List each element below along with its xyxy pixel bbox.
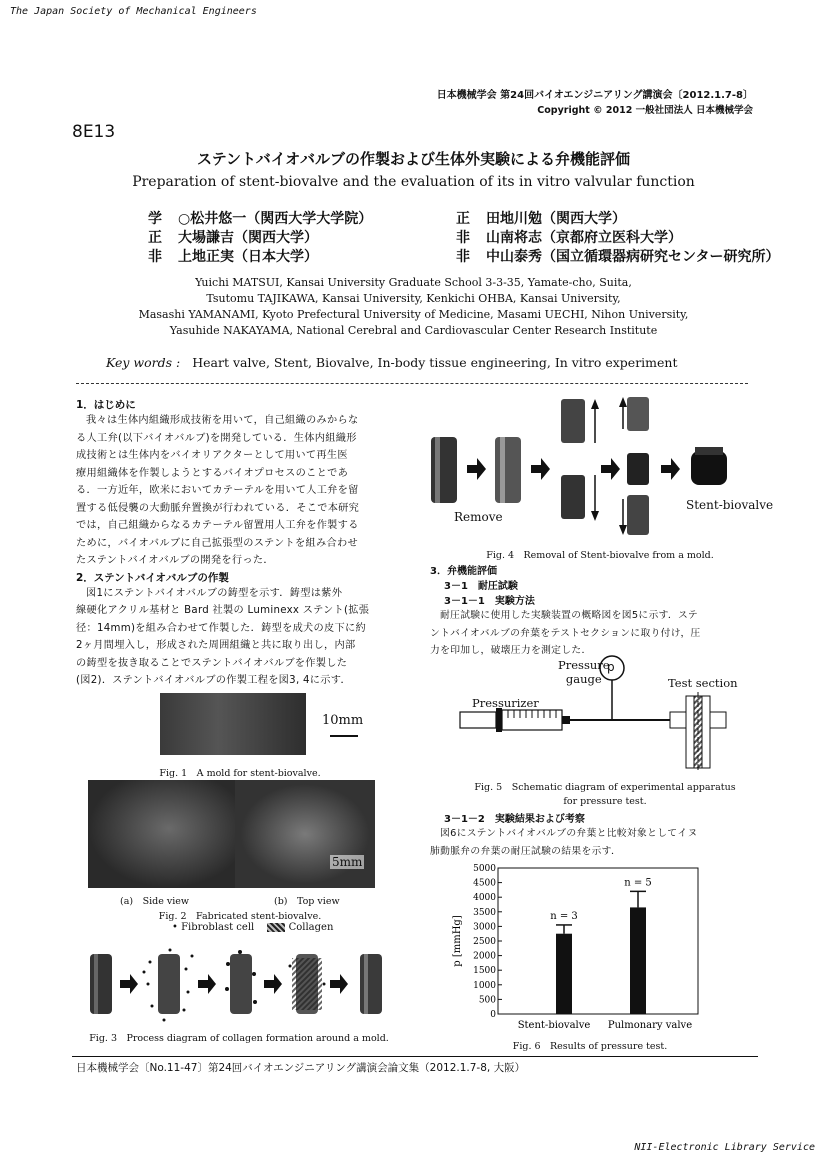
mold-with-tissue [431,437,457,503]
subsection-heading: 3－1－1 実験方法 [444,596,535,607]
author-role: 学 [148,211,162,227]
arrow-icon [264,974,282,994]
keywords-label: Key words : [106,355,181,370]
text-line: では，自己組織からなるカテーテル留置用人工弁を作製する [76,520,359,531]
affiliation-line: Tsutomu TAJIKAWA, Kansai University, Kenkichi OHBA, Kansai University, [206,292,621,305]
keywords-text: Heart valve, Stent, Biovalve, In-body tissue engineering, In vitro experiment [192,355,678,370]
text-line: 耐圧試験に使用した実験装置の概略図を図5に示す．ステ [440,610,698,621]
affiliation-line: Yasuhide NAKAYAMA, National Cerebral and Cardiovascular Center Research Institute [169,324,658,337]
author-row [148,208,779,227]
fig5-pressurizer-label: Pressurizer [472,696,539,710]
fig4-remove-label: Remove [454,510,503,524]
y-tick-label: 3000 [473,922,496,933]
keywords [106,355,678,370]
arrow-icon [601,458,620,480]
collagen-swatch-icon [267,923,285,932]
proceedings-footer: 日本機械学会〔No.11-47〕第24回バイオエンジニアリング講演会論文集（2012.1.7-8, 大阪） [76,1062,526,1074]
conference-header: 日本機械学会 第24回バイオエンジニアリング講演会〔2012.1.7-8〕 [436,90,753,101]
y-tick-label: 4000 [473,893,496,904]
section-312-text [430,825,760,860]
text-line: たステントバイオバルブの開発を行った． [76,555,274,566]
fig3-legend [172,922,333,933]
y-tick-label: 1500 [473,966,496,977]
sample-size-label: n = 5 [624,877,652,889]
text-line: 径：14mm)を組み合わせて作製した．鋳型を成犬の皮下に約 [76,622,366,634]
author-role: 非 [148,249,162,265]
fig4-stent-label: Stent-biovalve [686,498,774,512]
mold-collagen-forming [289,954,326,1014]
arrow-icon [467,458,486,480]
copyright-line: Copyright © 2012 一般社団法人 日本機械学会 [537,105,753,116]
author-name: 大場謙吉（関西大学） [178,230,318,246]
text-line: (図2)．ステントバイオバルブの作製工程を図3, 4に示す． [76,675,351,686]
caption-line: Fig. 5 Schematic diagram of experimental apparatus [474,782,736,793]
authors-japanese [148,208,779,265]
author-role: 正 [456,211,470,227]
author-name: 中山泰秀（国立循環器病研究センター研究所） [486,249,780,265]
valve-bottom-piece [627,495,649,535]
text-line: 図1にステントバイオバルブの鋳型を示す．鋳型は紫外 [86,587,343,599]
y-tick-label: 0 [490,1010,496,1020]
fig5-caption [440,781,770,809]
plot-frame [498,868,698,1014]
mold-cylinder [90,954,112,1014]
left-column [76,397,394,690]
x-category-label: Stent-biovalve [517,1020,591,1031]
keyword-divider [76,383,748,384]
arrow-icon [330,974,348,994]
author-name: 田地川勉（関西大学） [486,211,626,227]
section-2-text [76,585,394,690]
title-japanese: ステントバイオバルブの作製および生体外実験による弁機能評価 [197,150,630,168]
arrow-icon [661,458,680,480]
mold-collagen-covered [360,954,382,1014]
author-role: 非 [456,230,470,246]
text-line: 2ヶ月間埋入し，形成された周囲組織と共に取り出し，内部 [76,640,356,651]
section-312 [430,810,760,860]
section-heading: 2．ステントバイオバルブの作製 [76,571,229,584]
data-bar [630,907,646,1014]
fig2-top-view-photo [235,780,375,888]
fig2-label-a: (a) Side view [120,896,190,907]
text-line: 我々は生体内組織形成技術を用いて，自己組織のみからな [86,415,359,426]
text-line: る人工弁(以下バイオバルブ)を開発している．生体内組織形 [76,432,357,444]
fig2-side-view-photo [88,780,235,888]
legend-fibroblast: • Fibroblast cell [172,922,255,933]
sample-size-label: n = 3 [550,910,578,922]
section-heading: 1．はじめに [76,399,136,411]
arrow-icon [531,458,550,480]
library-watermark: NII-Electronic Library Service [634,1142,815,1153]
mold-cylinder [495,437,521,503]
text-line: 力を印加し，破壊圧力を測定した． [430,645,592,656]
text-line: ントバイオバルブの弁葉をテストセクションに取り付け，圧 [430,627,701,639]
text-line: 療用組織体を作製しようとするバイオプロセスのことであ [76,467,349,479]
text-line: 線硬化アクリル基材と Bard 社製の Luminexx ステント(拡張 [76,605,370,616]
fig1-scale-bar [330,735,358,737]
mold-top-piece [561,399,585,443]
title-english: Preparation of stent-biovalve and the evaluation of its in vitro valvular function [132,174,695,190]
y-tick-label: 2500 [473,937,496,947]
society-watermark: The Japan Society of Mechanical Engineers [10,6,257,17]
fig3-caption: Fig. 3 Process diagram of collagen formation around a mold. [89,1033,389,1044]
y-tick-label: 3500 [473,907,496,918]
y-tick-label: 4500 [473,878,496,889]
text-line: の鋳型を抜き取ることでステントバイオバルブを作製した [76,657,348,669]
y-tick-label: 1000 [473,980,496,991]
author-role: 非 [456,249,470,265]
fig5-pressure-gauge-label [558,658,610,686]
y-tick-label: 5000 [473,864,496,874]
y-axis-label: p [mmHg] [452,915,463,967]
legend-collagen: Collagen [288,922,334,933]
mold-bottom-piece [561,475,585,519]
authors-english [40,275,787,339]
author-row [148,227,779,246]
paper-id: 8E13 [72,122,116,142]
fig4-caption: Fig. 4 Removal of Stent-biovalve from a mold. [486,550,714,561]
fig6-caption: Fig. 6 Results of pressure test. [512,1041,668,1052]
fig2-scale-label: 5mm [332,855,363,869]
arrow-icon [120,974,138,994]
y-tick-label: 2000 [473,951,496,962]
text-line: ために，バイオバルブに自己拡張型のステントを組み合わせ [76,537,358,549]
mold-cells-attached [225,950,257,1014]
right-column [430,562,760,660]
subsection-heading: 3－1－2 実験結果および考察 [444,814,585,825]
valve-middle [627,453,649,485]
y-tick-label: 500 [478,995,496,1006]
text-line: 図6にステントバイオバルブの弁葉と比較対象としてイヌ [440,828,698,839]
label-line: gauge [565,672,602,686]
up-arrow-icon [619,397,627,407]
footer-divider [72,1056,758,1057]
valve-top-piece [627,397,649,431]
up-arrow-icon [591,399,599,409]
text-line: 置する低侵襲の大動脈弁置換が行われている．そこで本研究 [76,502,360,514]
fig1-scale-label: 10mm [322,713,364,728]
fig1-mold-photo [160,693,306,755]
text-line: る．一方近年，欧米においてカテーテルを用いて人工弁を留 [76,485,359,496]
author-name: ○松井悠一（関西大学大学院） [178,211,373,227]
arrow-icon [198,974,216,994]
fig5-p-symbol: p [607,660,615,674]
author-row [148,246,779,265]
fig3-process-diagram [84,944,392,1024]
author-role: 正 [148,230,162,246]
section-1-text [76,412,394,570]
stent-biovalve-product [691,447,727,485]
affiliation-line: Masashi YAMANAMI, Kyoto Prefectural University of Medicine, Masami UECHI, Nihon University, [138,308,689,321]
author-name: 上地正実（日本大学） [178,249,318,265]
text-line: 成技術とは生体内をバイオリアクターとして用いて再生医 [76,450,348,461]
fig2-caption: Fig. 2 Fabricated stent-biovalve. [158,911,322,922]
pressurizer-syringe [460,708,570,732]
caption-line: for pressure test. [563,796,647,807]
author-name: 山南将志（京都府立医科大学） [486,230,682,246]
fig6-pressure-chart [446,858,736,1038]
down-arrow-icon [619,525,627,535]
fig2-label-b: (b) Top view [274,896,340,907]
down-arrow-icon [591,511,599,521]
section-heading: 3．弁機能評価 [430,566,497,577]
mold-with-cells [143,949,194,1022]
x-category-label: Pulmonary valve [607,1020,693,1031]
test-section [670,692,726,772]
label-line: Pressure [558,658,610,672]
text-line: 肺動脈弁の弁葉の耐圧試験の結果を示す． [430,845,622,857]
subsection-heading: 3－1 耐圧試験 [444,581,518,592]
affiliation-line: Yuichi MATSUI, Kansai University Graduate School 3-3-35, Yamate-cho, Suita, [195,276,632,289]
fig5-test-section-label: Test section [668,676,738,690]
fig1-caption: Fig. 1 A mold for stent-biovalve. [159,768,321,779]
data-bar [556,934,572,1014]
